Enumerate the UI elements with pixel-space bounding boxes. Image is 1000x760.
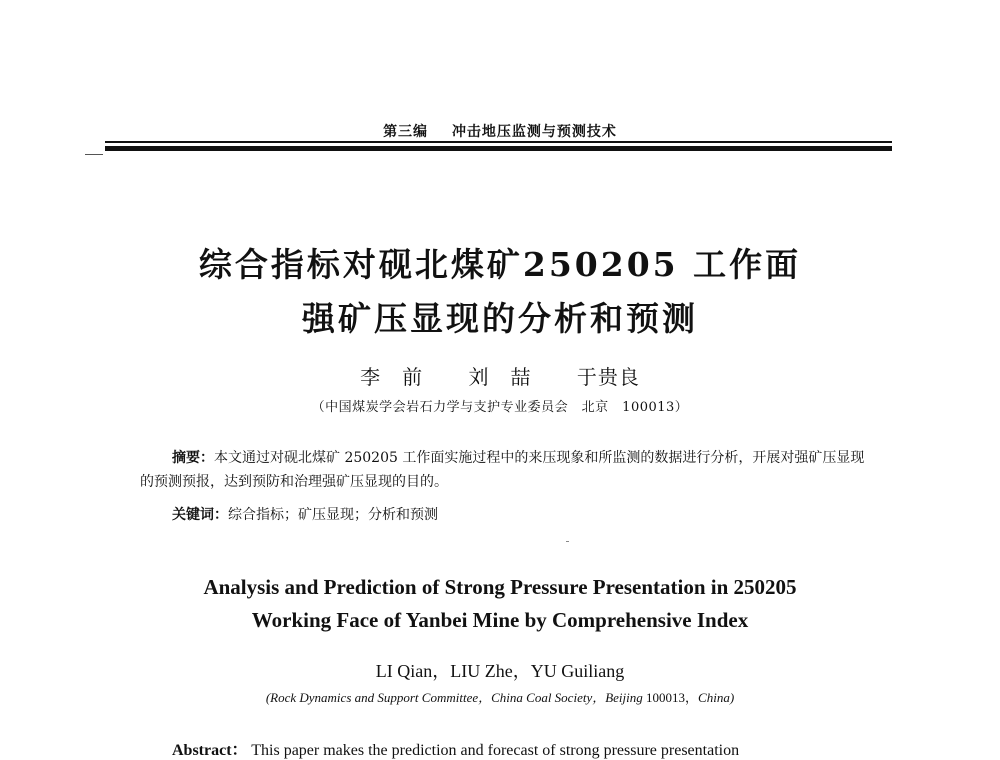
abstract-en-label: Abstract：	[172, 742, 248, 759]
abstract-cn	[140, 446, 865, 494]
keywords-cn-text: 综合指标；矿压显现；分析和预测	[228, 507, 438, 523]
affiliation-en-code: 100013，	[642, 690, 699, 705]
abstract-en-text: This paper makes the prediction and forecast of strong pressure presentation	[247, 742, 740, 759]
title-cn-line2: 强矿压显现的分析和预测	[302, 299, 698, 338]
abstract-cn-text: 本文通过对砚北煤矿 250205 工作面实施过程中的来压现象和所监测的数据进行分析，开展对强矿压显现的预测预报，达到预防和治理强矿压显现的目的。	[140, 450, 865, 490]
title-en-line2: Working Face of Yanbei Mine by Comprehensive Index	[251, 608, 749, 632]
abstract-cn-label: 摘要：	[172, 450, 214, 466]
section-title: 冲击地压监测与预测技术	[451, 124, 617, 140]
running-header	[0, 121, 1000, 141]
affiliation-en-country: China)	[698, 690, 735, 705]
header-rule-thin	[105, 141, 892, 143]
affiliation-en	[0, 687, 1000, 706]
authors-cn	[0, 361, 1000, 390]
keywords-cn	[172, 504, 438, 524]
authors-en: LI Qian，LIU Zhe，YU Guiliang	[375, 661, 625, 681]
author-cn: 刘 喆	[468, 365, 532, 389]
abstract-en	[172, 737, 862, 760]
title-en-line1: Analysis and Prediction of Strong Pressure Presentation in 250205	[203, 575, 797, 599]
stray-mark	[566, 541, 569, 542]
header-rule-thick	[105, 146, 892, 151]
affiliation-en-org: (Rock Dynamics and Support Committee，China Coal Society，Beijing	[265, 690, 643, 705]
author-cn: 李 前	[360, 365, 424, 389]
author-cn: 于贵良	[576, 365, 640, 389]
section-label: 第三编	[383, 124, 429, 140]
affiliation-cn: （中国煤炭学会岩石力学与支护专业委员会 北京 100013）	[311, 400, 689, 415]
margin-mark	[85, 154, 103, 155]
keywords-cn-label: 关键词：	[172, 507, 228, 523]
title-cn-line1: 综合指标对砚北煤矿250205 工作面	[198, 245, 802, 284]
